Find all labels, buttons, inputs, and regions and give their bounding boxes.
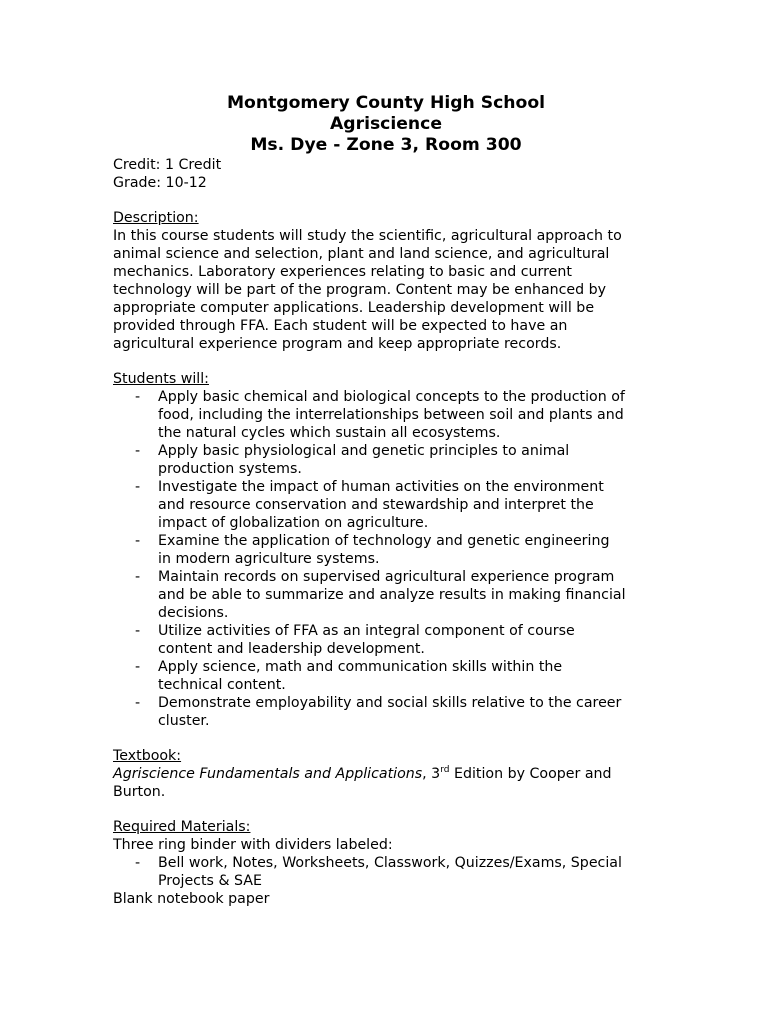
dash-bullet: - xyxy=(135,479,141,495)
list-item-line: impact of globalization on agriculture. xyxy=(158,515,429,531)
course-name: Agriscience xyxy=(329,114,443,134)
description-text xyxy=(113,227,661,353)
description-line: In this course students will study the scientific, agricultural approach to xyxy=(113,228,622,244)
list-item-line: Apply science, math and communication skills within the xyxy=(158,659,563,675)
list-item xyxy=(113,622,661,658)
materials-list xyxy=(113,854,661,890)
dash-bullet: - xyxy=(135,569,141,585)
list-item-line: Projects & SAE xyxy=(158,873,262,889)
objectives-list xyxy=(113,388,661,730)
list-item-line: Apply basic chemical and biological concepts to the production of xyxy=(158,389,625,405)
document-page xyxy=(113,93,661,908)
textbook-edition: , 3 xyxy=(422,766,441,782)
textbook-line-2: Burton. xyxy=(113,784,166,800)
list-item xyxy=(113,442,661,478)
description-line: technology will be part of the program. Content may be enhanced by xyxy=(113,282,607,298)
list-item-line: and be able to summarize and analyze results in making financial xyxy=(158,587,626,603)
dash-bullet: - xyxy=(135,659,141,675)
list-item-line: technical content. xyxy=(158,677,286,693)
description-heading: Description: xyxy=(113,210,199,226)
list-item-line: food, including the interrelationships between soil and plants and xyxy=(158,407,624,423)
list-item-line: decisions. xyxy=(158,605,229,621)
list-item-line: production systems. xyxy=(158,461,302,477)
textbook-heading: Textbook: xyxy=(113,748,182,764)
students-will-heading: Students will: xyxy=(113,371,209,387)
textbook-edition-suffix: rd xyxy=(440,765,450,775)
list-item-line: Investigate the impact of human activities on the environment xyxy=(158,479,604,495)
list-item-line: Apply basic physiological and genetic principles to animal xyxy=(158,443,570,459)
textbook-line xyxy=(113,765,661,783)
list-item-line: cluster. xyxy=(158,713,210,729)
description-line: mechanics. Laboratory experiences relating to basic and current xyxy=(113,264,572,280)
dash-bullet: - xyxy=(135,443,141,459)
list-item xyxy=(113,694,661,730)
dash-bullet: - xyxy=(135,389,141,405)
list-item xyxy=(113,388,661,442)
dash-bullet: - xyxy=(135,533,141,549)
materials-intro: Three ring binder with dividers labeled: xyxy=(113,837,393,853)
school-name: Montgomery County High School xyxy=(226,93,546,113)
textbook-title: Agriscience Fundamentals and Applications xyxy=(113,766,423,782)
list-item xyxy=(113,478,661,532)
list-item xyxy=(113,568,661,622)
description-line: agricultural experience program and keep appropriate records. xyxy=(113,336,562,352)
list-item-line: the natural cycles which sustain all ecosystems. xyxy=(158,425,501,441)
credit-line: Credit: 1 Credit xyxy=(113,157,222,173)
dash-bullet: - xyxy=(135,695,141,711)
list-item-line: and resource conservation and stewardship and interpret the xyxy=(158,497,594,513)
list-item xyxy=(113,658,661,694)
list-item-line: Maintain records on supervised agricultural experience program xyxy=(158,569,615,585)
dash-bullet: - xyxy=(135,855,141,871)
list-item-line: Utilize activities of FFA as an integral component of course xyxy=(158,623,575,639)
list-item-line: Bell work, Notes, Worksheets, Classwork, Quizzes/Exams, Special xyxy=(158,855,622,871)
teacher-info: Ms. Dye - Zone 3, Room 300 xyxy=(250,135,522,155)
list-item-line: content and leadership development. xyxy=(158,641,425,657)
dash-bullet: - xyxy=(135,623,141,639)
list-item xyxy=(113,532,661,568)
description-line: animal science and selection, plant and land science, and agricultural xyxy=(113,246,610,262)
textbook-authors: Edition by Cooper and xyxy=(449,766,612,782)
document-title xyxy=(111,93,661,156)
materials-last: Blank notebook paper xyxy=(113,891,270,907)
list-item-line: Examine the application of technology and genetic engineering xyxy=(158,533,610,549)
description-line: provided through FFA. Each student will be expected to have an xyxy=(113,318,568,334)
materials-heading: Required Materials: xyxy=(113,819,251,835)
grade-line: Grade: 10-12 xyxy=(113,175,207,191)
description-line: appropriate computer applications. Leadership development will be xyxy=(113,300,595,316)
list-item-line: Demonstrate employability and social skills relative to the career xyxy=(158,695,622,711)
list-item-line: in modern agriculture systems. xyxy=(158,551,380,567)
list-item xyxy=(113,854,661,890)
